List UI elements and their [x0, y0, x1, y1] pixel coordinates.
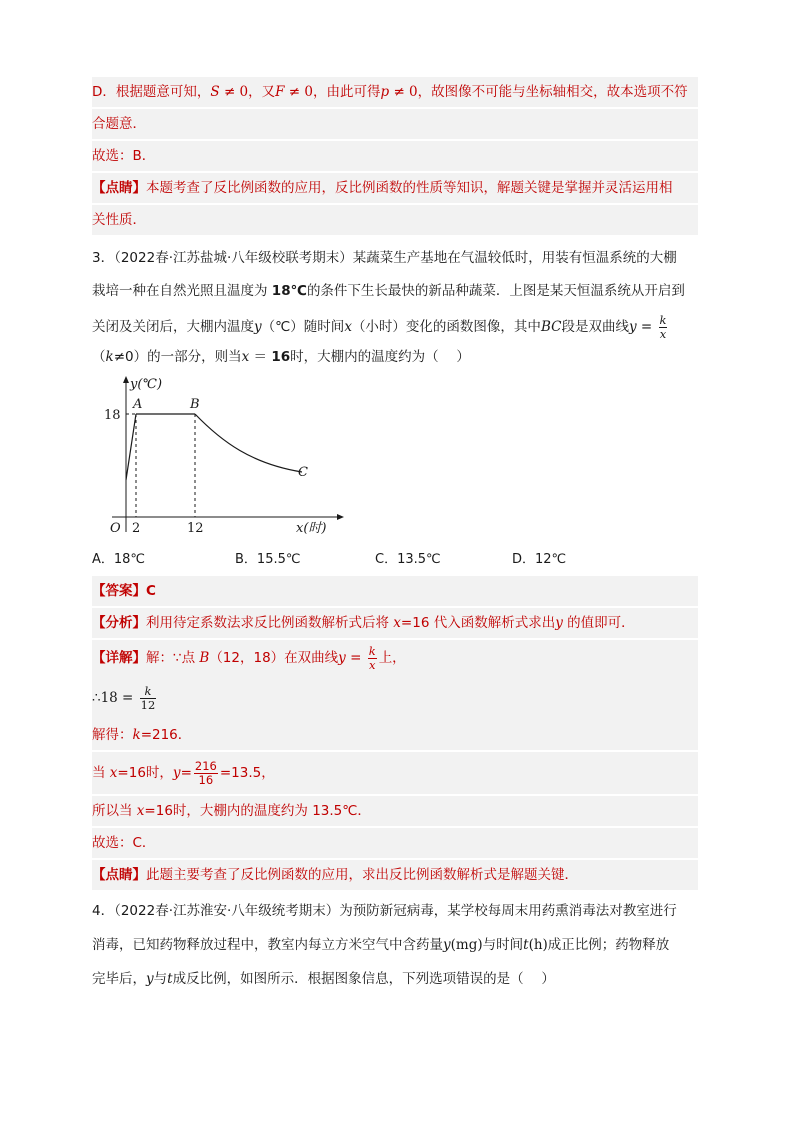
q3-step2: 解得：k=216．	[92, 720, 698, 750]
q4-stem-line1: 4．（2022春·江苏淮安·八年级统考期末）为预防新冠病毒，某学校每周末用药熏消毒法对教室进行	[92, 903, 677, 919]
prev-comment-line1: 【点睛】本题考查了反比例函数的应用，反比例函数的性质等知识，解题关键是掌握并灵活运用相	[92, 173, 698, 203]
q3-stem-line3: 关闭及关闭后，大棚内温度y（℃）随时间x（小时）变化的函数图像，其中BC段是双曲线y = $\frac{k}{x}$	[92, 312, 667, 341]
fraction-216-over-16: $\frac{216}{16}$	[194, 758, 217, 787]
point-c-label: C	[298, 465, 308, 480]
fraction-k-over-x: $\frac{k}{x}$	[659, 312, 667, 341]
fraction-k-over-x: $\frac{k}{x}$	[368, 643, 376, 672]
q3-step3: 当 x=16时，y= $\frac{216}{16}$ =13.5，	[92, 752, 698, 794]
q3-step1: ∴18 = $\frac{k}{12}$	[92, 676, 698, 720]
q3-step4: 所以当 x=16时，大棚内的温度约为 13.5℃．	[92, 796, 698, 826]
x-axis-arrow	[337, 514, 344, 520]
q3-detail: 【详解】解：∵点 B（12，18）在双曲线y = $\frac{k}{x}$ 上，	[92, 640, 698, 676]
q4-stem-line2: 消毒，已知药物释放过程中，教室内每立方米空气中含药量y(mg)与时间t(h)成正比例；药物释放	[92, 937, 670, 953]
prev-choose: 故选：B．	[92, 141, 698, 171]
y-axis-arrow	[123, 376, 129, 383]
tick-label-18: 18	[104, 408, 121, 423]
prev-comment-line2: 关性质．	[92, 205, 698, 235]
curve-bc	[195, 414, 302, 472]
q3-option-a: A．18℃	[92, 552, 146, 567]
q3-stem-line1: 3．（2022春·江苏盐城·八年级校联考期末）某蔬菜生产基地在气温较低时，用装有恒温系统的大棚	[92, 250, 677, 266]
origin-label: O	[110, 521, 121, 536]
q3-option-b: B．15.5℃	[235, 552, 301, 567]
q3-option-c: C．13.5℃	[375, 552, 441, 567]
q4-stem-line3: 完毕后，y与t成反比例，如图所示．根据图象信息，下列选项错误的是（ ）	[92, 971, 555, 987]
q3-comment: 【点睛】此题主要考查了反比例函数的应用，求出反比例函数解析式是解题关键．	[92, 860, 698, 890]
prev-option-d-line2: 合题意．	[92, 109, 698, 139]
q3-answer: 【答案】C	[92, 576, 698, 606]
segment-rise	[126, 414, 136, 480]
x-axis-label: x(时)	[296, 521, 327, 536]
fraction-k-over-12: $\frac{k}{12}$	[140, 683, 156, 712]
point-b-label: B	[190, 397, 200, 412]
temperature-time-graph	[92, 372, 352, 542]
tick-label-2: 2	[132, 521, 141, 536]
tick-label-12: 12	[187, 521, 204, 536]
point-a-label: A	[133, 397, 143, 412]
q3-choose: 故选：C．	[92, 828, 698, 858]
q3-option-d: D．12℃	[512, 552, 567, 567]
q3-stem-line4: （k≠0）的一部分，则当x ＝ 16时，大棚内的温度约为（ ）	[92, 349, 470, 365]
q3-stem-line2: 栽培一种在自然光照且温度为 18℃的条件下生长最快的新品种蔬菜．上图是某天恒温系统从开启到	[92, 283, 685, 299]
y-axis-label: y(℃)	[130, 377, 163, 392]
prev-option-d-line1: D．根据题意可知，S ≠ 0，又F ≠ 0，由此可得p ≠ 0，故图像不可能与坐标轴相交，故本选项不符	[92, 77, 698, 107]
q3-analysis: 【分析】利用待定系数法求反比例函数解析式后将 x=16 代入函数解析式求出y 的值即可．	[92, 608, 698, 638]
